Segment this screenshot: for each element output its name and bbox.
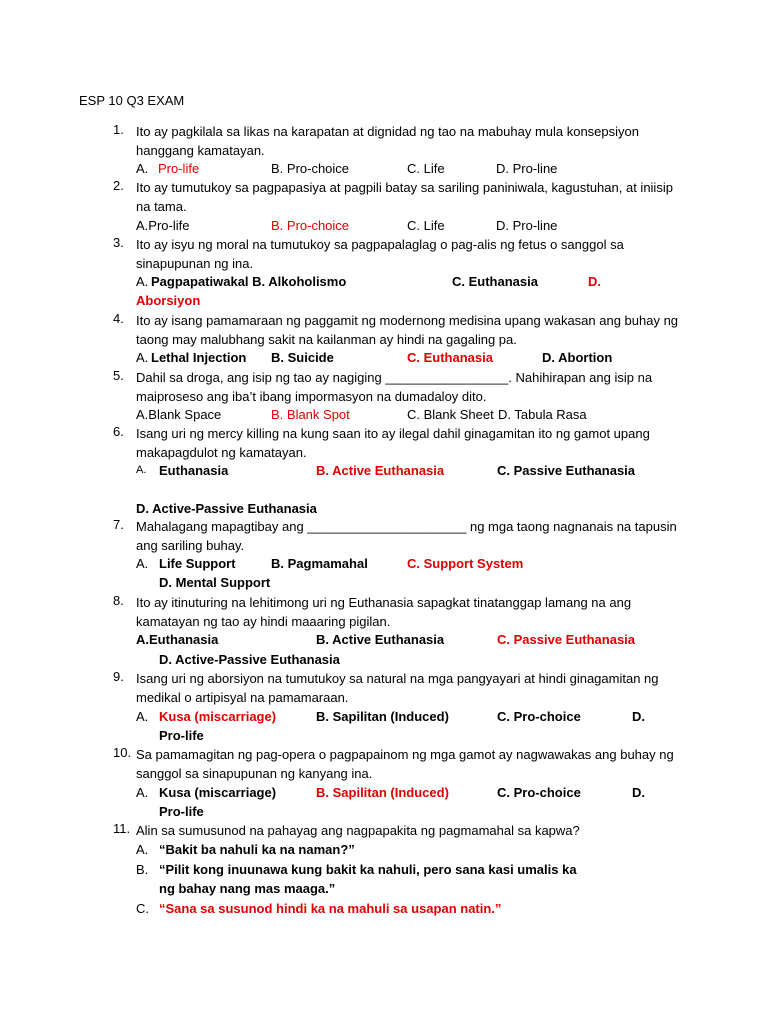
option-a: A.Euthanasia: [136, 632, 219, 647]
question-text: Ito ay isyu ng moral na tumutukoy sa pagpapalaglag o pag-alis ng fetus o sanggol sa sinapupunan ng ina.: [136, 237, 624, 271]
option-letter: A.: [136, 842, 149, 857]
option-c: C. Life: [407, 161, 445, 176]
option-letter: A.: [136, 785, 149, 800]
question-text: Ito ay isang pamamaraan ng paggamit ng modernong medisina upang wakasan ang buhay ng taong may malubhang sakit na kailanman ay hindi na gagaling pa.: [136, 313, 679, 347]
question-text: Ito ay pagkilala sa likas na karapatan at dignidad ng tao na mabuhay mula konsepsiyon hanggang kamatayan.: [136, 124, 639, 158]
option-a: Kusa (miscarriage): [159, 709, 277, 724]
option-a: A.Pro-life: [136, 218, 190, 233]
option-d: D. Tabula Rasa: [498, 407, 587, 422]
question-number: 2.: [113, 178, 124, 193]
question-text: Ito ay itinuturing na lehitimong uri ng Euthanasia sapagkat tinatanggap lamang na ang kamatayan ng tao ay hindi maaaring pigilan.: [136, 595, 632, 629]
option-c: C. Life: [407, 218, 445, 233]
option-d-continued: Pro-life: [159, 804, 204, 819]
option-d: D.: [632, 785, 645, 800]
option-b: B. Pro-choice: [271, 218, 350, 233]
option-letter: C.: [136, 901, 149, 916]
option-letter: A.: [136, 274, 149, 289]
option-b: “Pilit kong inuunawa kung bakit ka nahuli, pero sana kasi umalis ka: [159, 862, 577, 877]
option-d: D. Active-Passive Euthanasia: [159, 652, 340, 667]
question-number: 7.: [113, 517, 124, 532]
question-number: 11.: [113, 821, 131, 836]
option-b-continued: ng bahay nang mas maaga.”: [159, 881, 336, 896]
option-a: Lethal Injection: [151, 350, 247, 365]
option-letter: A.: [136, 161, 149, 176]
option-c: C. Blank Sheet: [407, 407, 494, 422]
option-c: “Sana sa susunod hindi ka na mahuli sa usapan natin.”: [159, 901, 502, 916]
option-a: “Bakit ba nahuli ka na naman?”: [159, 842, 355, 857]
option-c: C. Passive Euthanasia: [497, 632, 636, 647]
question-text: Dahil sa droga, ang isip ng tao ay nagiging _________________. Nahihirapan ang isip na maiproseso ang iba’t ibang impormasyon na dumadaloy dito.: [136, 370, 653, 404]
option-d: D.: [632, 709, 645, 724]
option-b: B. Blank Spot: [271, 407, 350, 422]
option-a: Kusa (miscarriage): [159, 785, 277, 800]
option-c: C. Euthanasia: [407, 350, 493, 365]
option-a: Life Support: [159, 556, 236, 571]
option-a: A.Blank Space: [136, 407, 222, 422]
option-c: C. Pro-choice: [497, 709, 581, 724]
option-letter: A.: [136, 350, 149, 365]
question-number: 8.: [113, 593, 124, 608]
option-c: C. Support System: [407, 556, 524, 571]
option-b: B. Pro-choice: [271, 161, 350, 176]
question-number: 1.: [113, 122, 124, 137]
option-d-continued: Aborsiyon: [136, 293, 201, 308]
question-text: Isang uri ng aborsiyon na tumutukoy sa natural na mga pangyayari at hindi ginagamitan ng medikal o artipisyal na pamamaraan.: [136, 671, 659, 705]
question-text: Mahalagang mapagtibay ang ______________________ ng mga taong nagnanais na tapusin ang sariling buhay.: [136, 519, 677, 553]
exam-title: ESP 10 Q3 EXAM: [79, 93, 185, 108]
option-b: B. Sapilitan (Induced): [316, 785, 449, 800]
question-number: 4.: [113, 311, 124, 326]
option-d: D. Pro-line: [496, 218, 558, 233]
option-d: D. Active-Passive Euthanasia: [136, 501, 317, 516]
option-c: C. Euthanasia: [452, 274, 538, 289]
option-letter: B.: [136, 862, 149, 877]
option-b: B. Pagmamahal: [271, 556, 368, 571]
option-b: B. Sapilitan (Induced): [316, 709, 449, 724]
option-b: B. Active Euthanasia: [316, 463, 445, 478]
question-text: Sa pamamagitan ng pag-opera o pagpapainom ng mga gamot ay nagwawakas ang buhay ng sanggol sa sinapupunan ng kanyang ina.: [136, 747, 674, 781]
option-letter: A.: [136, 709, 149, 724]
option-a: Pro-life: [158, 161, 200, 176]
option-d: D. Abortion: [542, 350, 613, 365]
option-a: Pagpapatiwakal B. Alkoholismo: [151, 274, 347, 289]
question-text: Ito ay tumutukoy sa pagpapasiya at pagpili batay sa sariling paniniwala, kagustuhan, at iniisip na tama.: [136, 180, 673, 214]
option-c: C. Pro-choice: [497, 785, 581, 800]
option-d: D.: [588, 274, 601, 289]
question-number: 3.: [113, 235, 124, 250]
option-c: C. Passive Euthanasia: [497, 463, 636, 478]
option-d: D. Pro-line: [496, 161, 558, 176]
option-letter: A.: [136, 556, 149, 571]
question-number: 9.: [113, 669, 124, 684]
option-b: B. Active Euthanasia: [316, 632, 445, 647]
option-d: D. Mental Support: [159, 575, 271, 590]
question-number: 10.: [113, 745, 132, 760]
option-letter: A.: [136, 464, 147, 476]
option-a: Euthanasia: [159, 463, 229, 478]
option-d-continued: Pro-life: [159, 728, 204, 743]
question-text: Isang uri ng mercy killing na kung saan ito ay ilegal dahil ginagamitan ito ng gamot upang makapagdulot ng kamatayan.: [136, 426, 650, 460]
option-b: B. Suicide: [271, 350, 334, 365]
question-text: Alin sa sumusunod na pahayag ang nagpapakita ng pagmamahal sa kapwa?: [136, 823, 580, 838]
question-number: 6.: [113, 424, 124, 439]
question-number: 5.: [113, 368, 124, 383]
